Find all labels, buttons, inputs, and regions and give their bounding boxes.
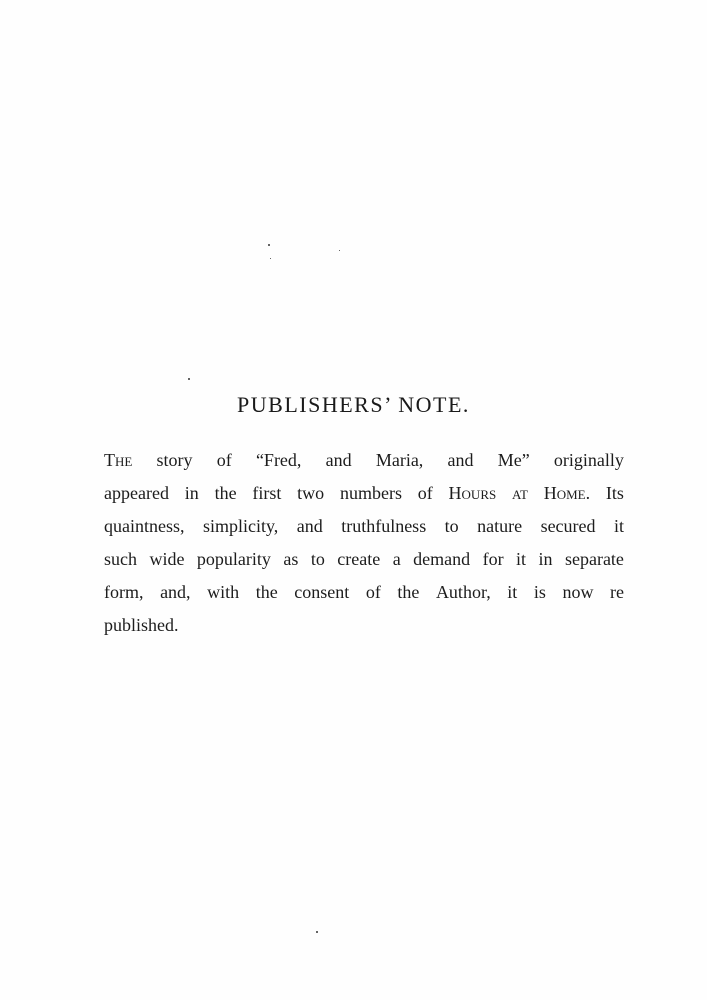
word: the — [214, 483, 237, 503]
word: Its — [605, 483, 624, 503]
word: Me” — [497, 450, 530, 470]
word: in — [538, 549, 553, 569]
word: the — [255, 582, 278, 602]
ink-speck — [316, 931, 318, 933]
ink-speck — [188, 378, 190, 380]
word: and, — [160, 582, 191, 602]
word: Maria, — [375, 450, 424, 470]
word: appeared — [104, 483, 169, 503]
word: numbers — [339, 483, 402, 503]
word: The — [104, 450, 133, 470]
word: nature — [477, 516, 523, 536]
word: of — [417, 483, 433, 503]
word: the — [397, 582, 420, 602]
word: secured — [540, 516, 596, 536]
word: Home. — [543, 483, 591, 503]
word: wide — [149, 549, 185, 569]
word: and — [325, 450, 352, 470]
word: of — [216, 450, 232, 470]
word: of — [365, 582, 381, 602]
word: Hours — [448, 483, 497, 503]
word: consent — [294, 582, 350, 602]
word: “Fred, — [255, 450, 302, 470]
word: popularity — [196, 549, 271, 569]
word: two — [297, 483, 325, 503]
text-line — [104, 543, 624, 576]
word: demand — [413, 549, 471, 569]
page-title: PUBLISHERS’ NOTE. — [237, 392, 470, 417]
word: create — [337, 549, 381, 569]
word: story — [156, 450, 193, 470]
word: is — [533, 582, 546, 602]
word: published. — [104, 615, 179, 635]
word: simplicity, — [202, 516, 279, 536]
word: and — [447, 450, 474, 470]
text-line — [104, 576, 624, 609]
word: first — [252, 483, 282, 503]
word: a — [392, 549, 401, 569]
word: and — [296, 516, 323, 536]
word: at — [512, 483, 528, 503]
text-line — [104, 477, 624, 510]
word: it — [516, 549, 527, 569]
word: it — [613, 516, 624, 536]
word: Author, — [435, 582, 491, 602]
ink-speck — [268, 244, 270, 246]
word: for — [482, 549, 504, 569]
word: separate — [564, 549, 624, 569]
word: such — [104, 549, 137, 569]
word: now — [562, 582, 594, 602]
text-line — [104, 510, 624, 543]
word: quaintness, — [104, 516, 185, 536]
word: to — [444, 516, 459, 536]
word: as — [283, 549, 299, 569]
word: it — [507, 582, 518, 602]
word: with — [207, 582, 240, 602]
word: truthfulness — [341, 516, 427, 536]
word: to — [310, 549, 325, 569]
text-line — [104, 444, 624, 477]
publishers-note-paragraph — [104, 444, 624, 642]
word: form, — [104, 582, 144, 602]
ink-speck — [339, 250, 340, 251]
text-line — [104, 609, 624, 642]
word: re — [610, 582, 624, 602]
ink-speck — [270, 258, 271, 259]
word: originally — [553, 450, 624, 470]
word: in — [184, 483, 199, 503]
